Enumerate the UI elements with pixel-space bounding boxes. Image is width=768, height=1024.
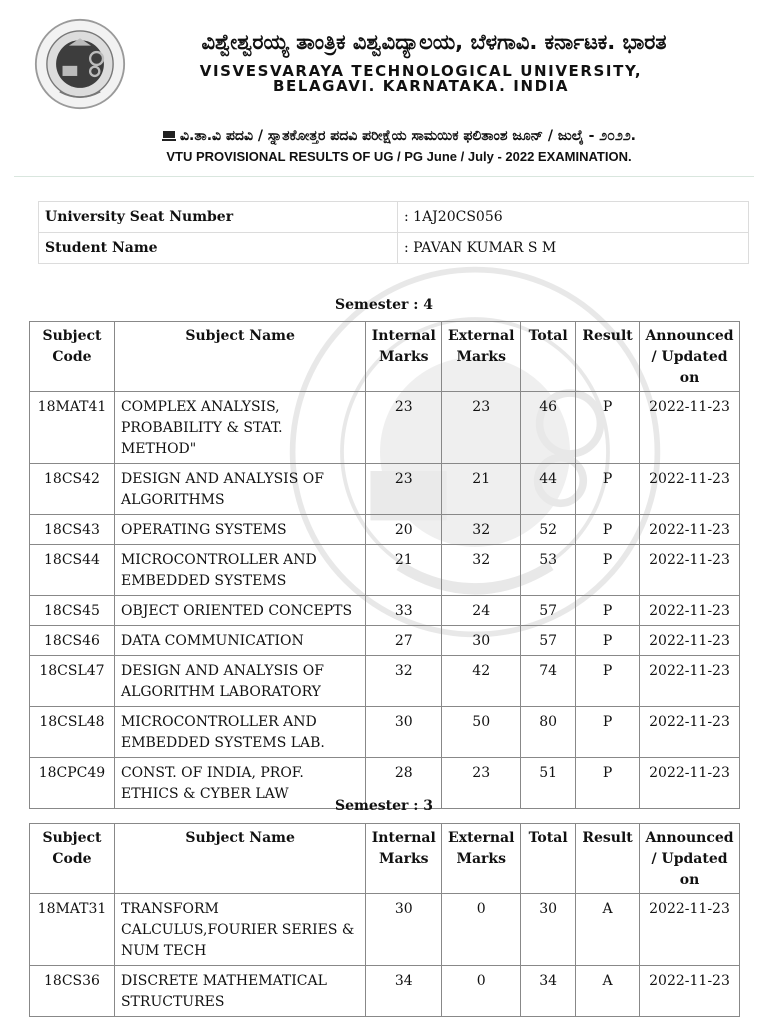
col-external-marks: External Marks [442,322,521,392]
total-marks: 53 [521,545,576,596]
result-grade: P [576,707,640,758]
total-marks: 30 [521,894,576,966]
semester-4-rows [30,392,740,809]
total-marks: 34 [521,966,576,1017]
col-external-marks: External Marks [442,824,521,894]
external-marks: 0 [442,894,521,966]
computer-icon [162,131,176,141]
kannada-university-title: ವಿಶ್ವೇಶ್ವರಯ್ಯ ತಾಂತ್ರಿಕ ವಿಶ್ವವಿದ್ಯಾಲಯ, ಬೆಳಗಾವಿ. ಕರ್ನಾಟಕ. ಭಾರತ [201,30,667,54]
col-announced: Announced / Updated on [640,322,740,392]
subject-code: 18CS43 [30,515,115,545]
col-subject-code: Subject Code [30,824,115,894]
total-marks: 57 [521,596,576,626]
result-grade: P [576,626,640,656]
subject-name: TRANSFORM CALCULUS,FOURIER SERIES & NUM TECH [114,894,365,966]
table-row [30,392,740,464]
subject-code: 18CS46 [30,626,115,656]
subject-code: 18CS45 [30,596,115,626]
table-row [30,707,740,758]
result-grade: P [576,464,640,515]
student-name-value: : PAVAN KUMAR S M [398,233,749,264]
subject-code: 18CS36 [30,966,115,1017]
english-title-line2: BELAGAVI. KARNATAKA. INDIA [272,77,570,95]
announced-date: 2022-11-23 [640,966,740,1017]
col-subject-name: Subject Name [114,322,365,392]
external-marks: 0 [442,966,521,1017]
col-internal-marks: Internal Marks [366,824,442,894]
university-seal-icon [34,18,126,110]
usn-value: : 1AJ20CS056 [398,202,749,233]
subject-name: MICROCONTROLLER AND EMBEDDED SYSTEMS LAB. [114,707,365,758]
student-info-table [38,201,749,264]
total-marks: 52 [521,515,576,545]
student-name-label: Student Name [39,233,398,264]
subject-code: 18CS42 [30,464,115,515]
external-marks: 32 [442,515,521,545]
announced-date: 2022-11-23 [640,707,740,758]
announced-date: 2022-11-23 [640,626,740,656]
subject-code: 18CPC49 [30,758,115,809]
internal-marks: 34 [366,966,442,1017]
internal-marks: 27 [366,626,442,656]
result-grade: P [576,758,640,809]
semester-3-rows [30,894,740,1017]
col-subject-name: Subject Name [114,824,365,894]
usn-row [39,202,749,233]
total-marks: 46 [521,392,576,464]
english-university-title [126,64,716,94]
table-row [30,464,740,515]
table-row [30,596,740,626]
subject-code: 18MAT31 [30,894,115,966]
col-total: Total [521,322,576,392]
page-header [14,0,754,177]
english-results-subtitle: VTU PROVISIONAL RESULTS OF UG / PG June / July - 2022 EXAMINATION. [166,149,632,164]
result-grade: P [576,515,640,545]
table-header-row [30,824,740,894]
subject-name: DESIGN AND ANALYSIS OF ALGORITHMS [114,464,365,515]
total-marks: 51 [521,758,576,809]
result-grade: A [576,966,640,1017]
subject-code: 18MAT41 [30,392,115,464]
result-grade: P [576,392,640,464]
kannada-subtitle-text: ವಿ.ತಾ.ವಿ ಪದವಿ / ಸ್ನಾತಕೋತ್ತರ ಪದವಿ ಪರೀಕ್ಷೆಯ ಸಾಮಯಿಕ ಫಲಿತಾಂಶ ಜೂನ್ / ಜುಲೈ - ೨೦೨೨. [180,128,636,144]
internal-marks: 21 [366,545,442,596]
total-marks: 74 [521,656,576,707]
semester-3-results-table [29,823,740,1017]
table-row [30,626,740,656]
external-marks: 30 [442,626,521,656]
english-title-line1: VISVESVARAYA TECHNOLOGICAL UNIVERSITY, [199,62,643,80]
subject-code: 18CSL48 [30,707,115,758]
usn-label: University Seat Number [39,202,398,233]
external-marks: 32 [442,545,521,596]
internal-marks: 23 [366,464,442,515]
semester-4-results-table [29,321,740,809]
total-marks: 44 [521,464,576,515]
semester-heading: Semester : 4 [334,297,434,313]
student-name-row [39,233,749,264]
kannada-results-subtitle [44,128,754,144]
internal-marks: 20 [366,515,442,545]
subject-name: OBJECT ORIENTED CONCEPTS [114,596,365,626]
announced-date: 2022-11-23 [640,894,740,966]
table-row [30,515,740,545]
external-marks: 21 [442,464,521,515]
subject-name: DATA COMMUNICATION [114,626,365,656]
col-internal-marks: Internal Marks [366,322,442,392]
announced-date: 2022-11-23 [640,515,740,545]
external-marks: 23 [442,758,521,809]
external-marks: 42 [442,656,521,707]
external-marks: 50 [442,707,521,758]
subject-name: MICROCONTROLLER AND EMBEDDED SYSTEMS [114,545,365,596]
total-marks: 57 [521,626,576,656]
table-header-row [30,322,740,392]
subject-name: OPERATING SYSTEMS [114,515,365,545]
table-row [30,966,740,1017]
subject-name: DISCRETE MATHEMATICAL STRUCTURES [114,966,365,1017]
subject-code: 18CS44 [30,545,115,596]
subject-name: CONST. OF INDIA, PROF. ETHICS & CYBER LAW [114,758,365,809]
col-result: Result [576,824,640,894]
result-grade: P [576,545,640,596]
announced-date: 2022-11-23 [640,464,740,515]
announced-date: 2022-11-23 [640,545,740,596]
total-marks: 80 [521,707,576,758]
external-marks: 23 [442,392,521,464]
table-row [30,545,740,596]
result-grade: P [576,596,640,626]
internal-marks: 28 [366,758,442,809]
semester-heading: Semester : 3 [334,798,434,814]
subject-code: 18CSL47 [30,656,115,707]
external-marks: 24 [442,596,521,626]
subject-name: COMPLEX ANALYSIS, PROBABILITY & STAT. METHOD" [114,392,365,464]
table-row [30,894,740,966]
subject-name: DESIGN AND ANALYSIS OF ALGORITHM LABORATORY [114,656,365,707]
internal-marks: 33 [366,596,442,626]
col-announced: Announced / Updated on [640,824,740,894]
col-subject-code: Subject Code [30,322,115,392]
announced-date: 2022-11-23 [640,392,740,464]
col-result: Result [576,322,640,392]
internal-marks: 30 [366,707,442,758]
announced-date: 2022-11-23 [640,758,740,809]
internal-marks: 23 [366,392,442,464]
table-row [30,656,740,707]
internal-marks: 30 [366,894,442,966]
col-total: Total [521,824,576,894]
internal-marks: 32 [366,656,442,707]
announced-date: 2022-11-23 [640,656,740,707]
announced-date: 2022-11-23 [640,596,740,626]
result-grade: A [576,894,640,966]
result-grade: P [576,656,640,707]
